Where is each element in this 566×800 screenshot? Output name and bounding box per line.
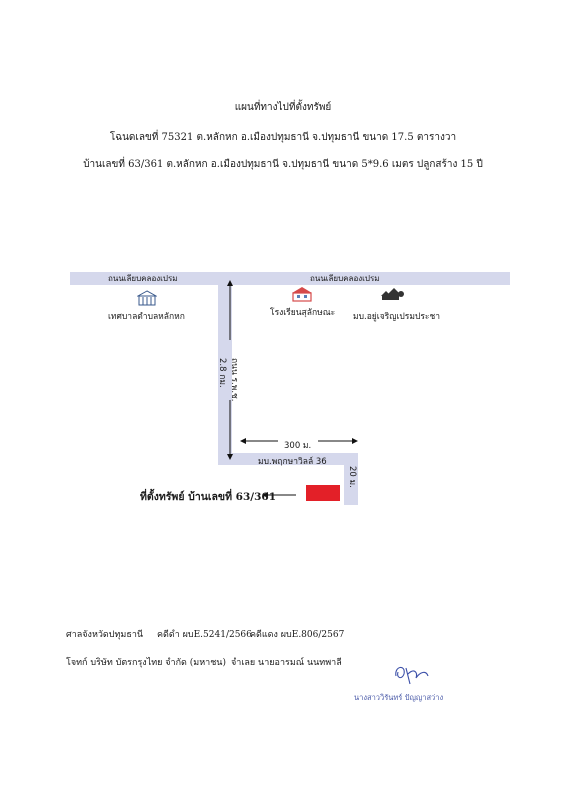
soi-label: มบ.พฤกษาวิลล์ 36 — [258, 457, 327, 467]
distance-short-label: 20 ม. — [347, 466, 357, 488]
page-title: แผนที่ทางไปที่ตั้งทรัพย์ — [234, 102, 332, 113]
landmark-village: มบ.อยู่เจริญเปรมประชา — [353, 312, 441, 322]
school-icon — [290, 286, 314, 302]
road-vertical-label: ถนน ร.พ.ช. — [229, 358, 239, 402]
house-line: บ้านเลขที่ 63/361 ต.หลักหก อ.เมืองปทุมธานี จ.ปทุมธานี ขนาด 5*9.6 เมตร ปลูกสร้าง 15 ปี — [83, 159, 483, 170]
village-icon — [380, 287, 404, 301]
distance-horizontal-arrows — [240, 436, 360, 446]
distance-horizontal-label: 300 ม. — [284, 441, 312, 451]
defendant: จำเลย นายอารมณ์ นนทพาลี — [231, 658, 342, 668]
landmark-school: โรงเรียนสุลักษณะ — [270, 308, 336, 318]
property-marker — [306, 485, 340, 501]
road-top-left-label: ถนนเลียบคลองเปรม — [108, 274, 178, 283]
land-deed-line: โฉนดเลขที่ 75321 ต.หลักหก อ.เมืองปทุมธานี จ.ปทุมธานี ขนาด 17.5 ตารางวา — [109, 132, 457, 143]
distance-vertical-arrows — [218, 280, 236, 460]
red-case-number: คดีแดง ผบE.806/2567 — [250, 630, 345, 640]
signature-mark — [392, 662, 432, 686]
black-case-number: คดีดำ ผบE.5241/2566 — [157, 630, 252, 640]
signature-name: นางสาววิรันทร์ ปัญญาสว่าง — [354, 693, 444, 702]
distance-vertical-label: 2.8 กม. — [217, 358, 227, 388]
municipality-icon — [137, 290, 157, 306]
property-label: ที่ตั้งทรัพย์ บ้านเลขที่ 63/361 — [140, 491, 277, 503]
plaintiff: โจทก์ บริษัท บัตรกรุงไทย จำกัด (มหาชน) — [66, 658, 226, 668]
landmark-municipality: เทศบาลตำบลหลักหก — [108, 312, 185, 322]
road-top-right-label: ถนนเลียบคลองเปรม — [310, 274, 380, 283]
court-name: ศาลจังหวัดปทุมธานี — [66, 630, 144, 640]
